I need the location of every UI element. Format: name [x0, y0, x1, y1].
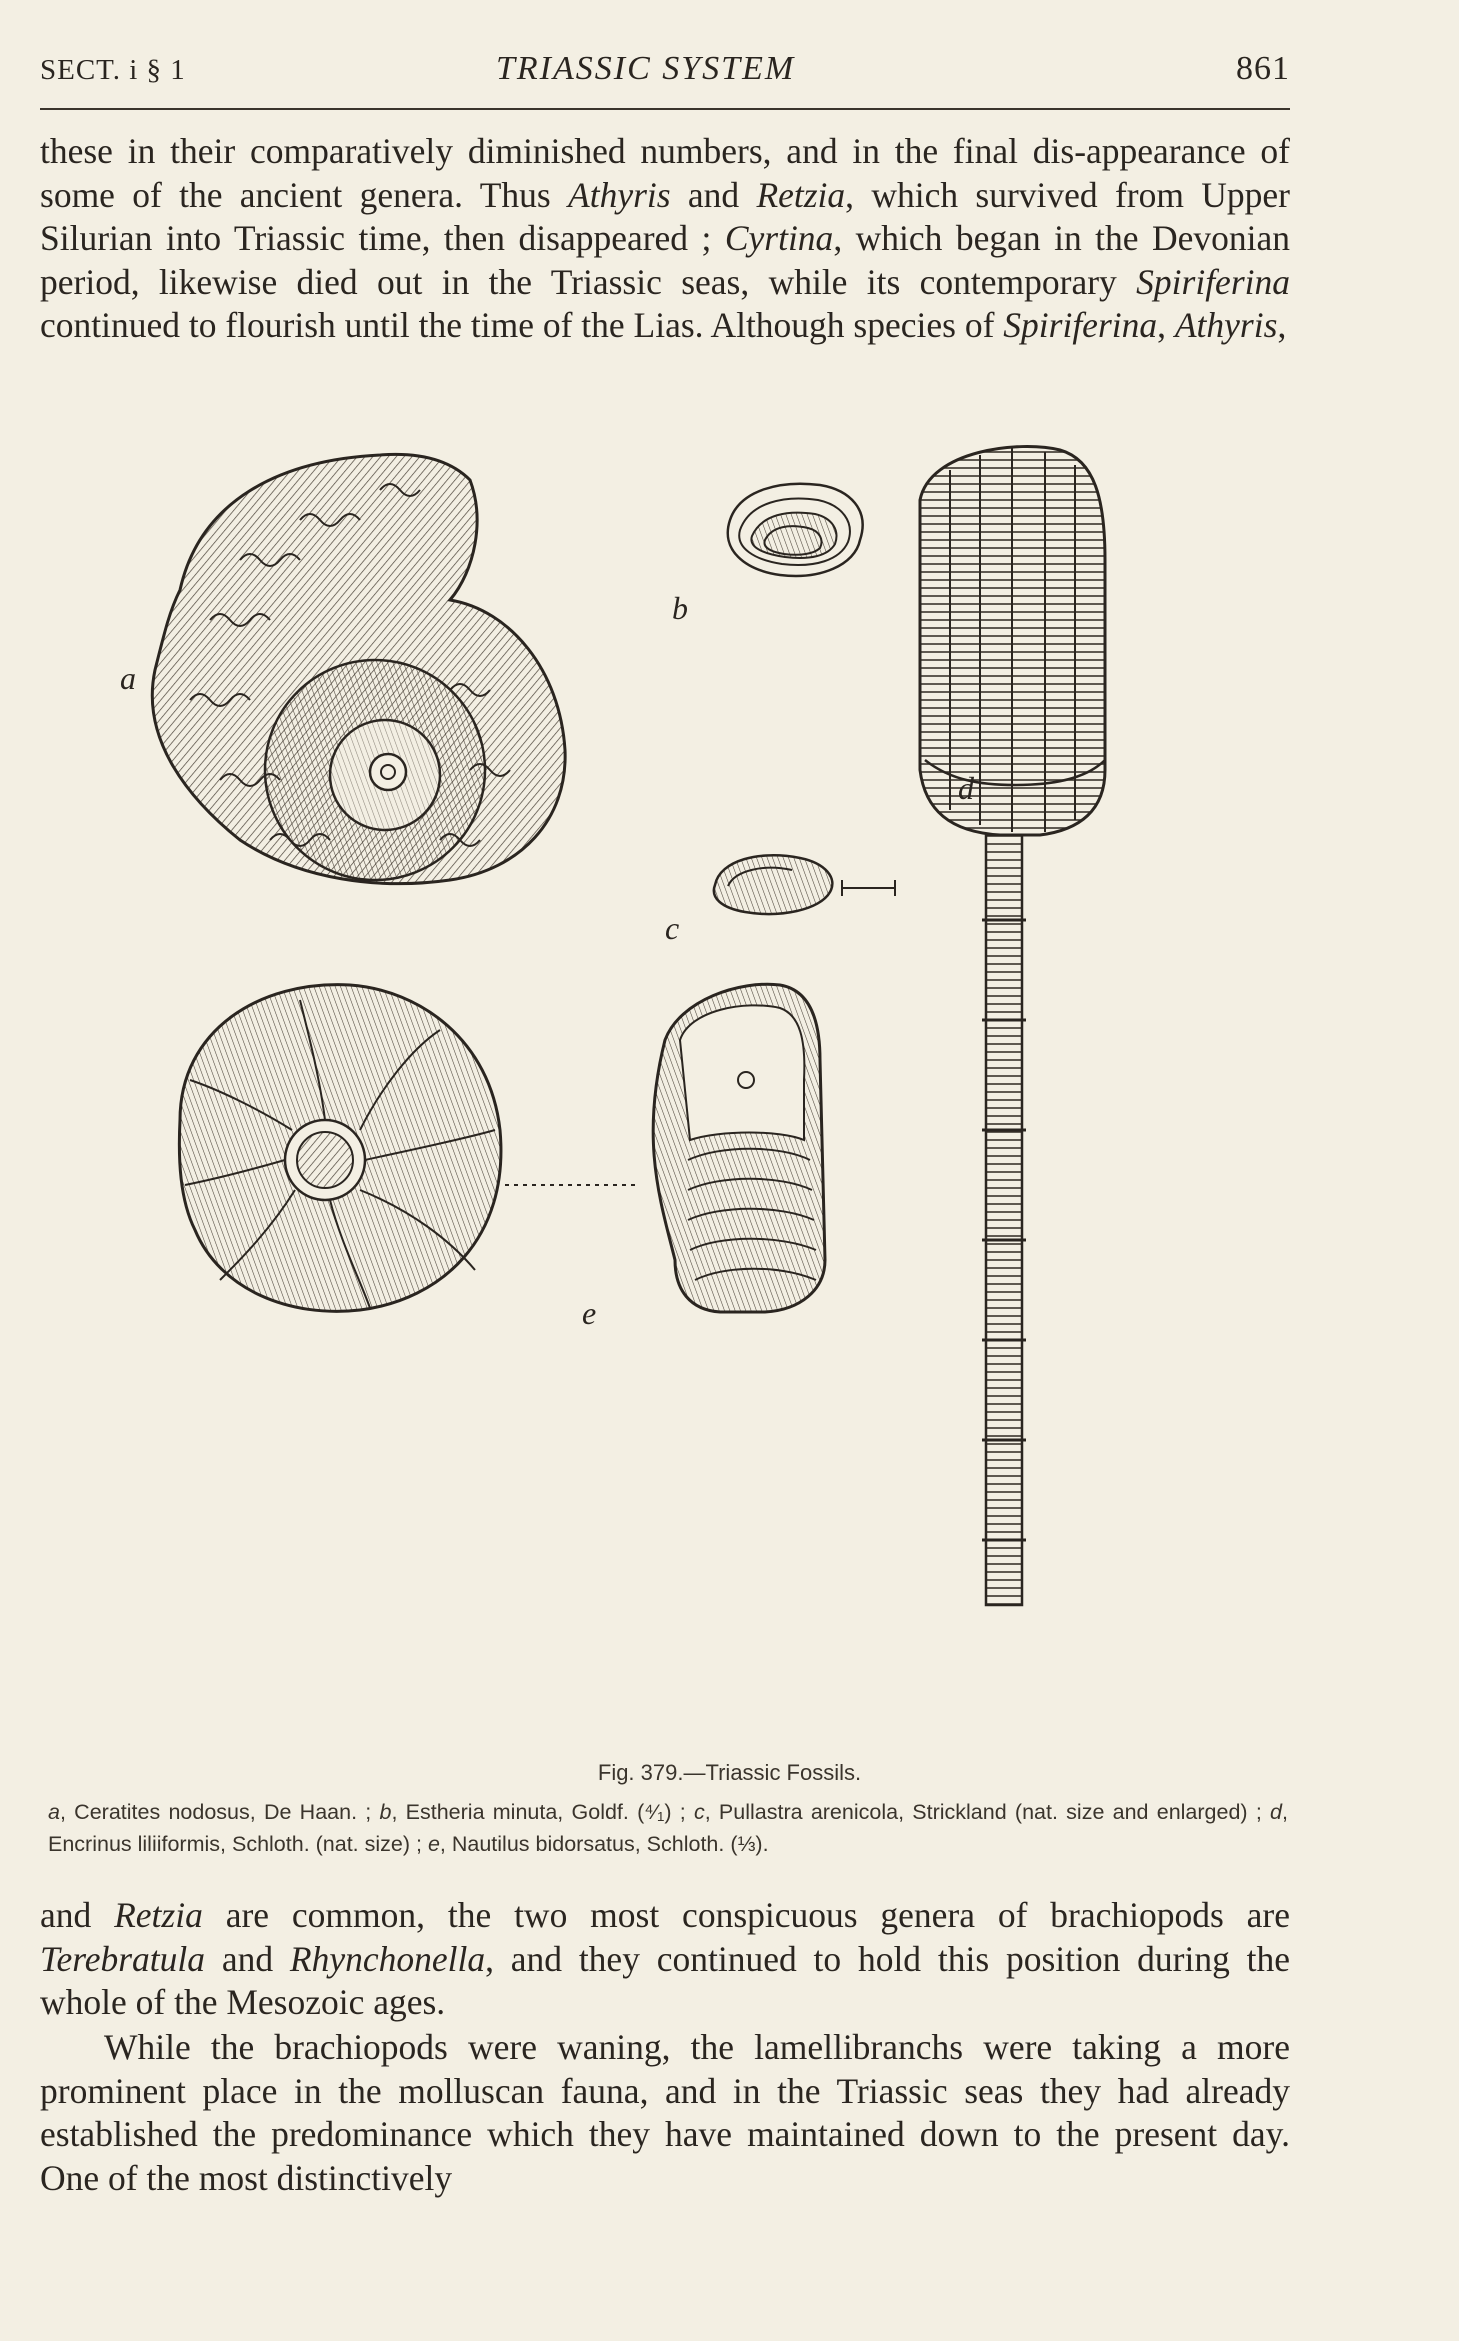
fossil-illustration — [120, 440, 1200, 1740]
text-run: , — [1157, 305, 1175, 345]
caption-letter: c — [693, 1800, 705, 1824]
figure-label-b: b — [672, 590, 688, 626]
header-rule — [40, 108, 1290, 110]
figure-label-a: a — [120, 660, 136, 696]
caption-letter: b — [379, 1800, 392, 1824]
figure-label-e: e — [582, 1295, 597, 1331]
genus-name: Terebratula — [40, 1938, 206, 1979]
page-number: 861 — [1236, 50, 1290, 87]
text-run: and — [205, 1938, 290, 1979]
text-run: continued to flourish until the time of the Lias. Although species of — [40, 305, 1004, 345]
caption-letter: d — [1270, 1800, 1283, 1824]
caption-run: , Ceratites nodosus, De Haan. ; — [59, 1800, 380, 1824]
genus-name: Spiriferina — [1003, 305, 1158, 345]
paragraph-2 — [40, 1894, 1290, 2025]
caption-run: , Encrinus liliiformis, Schloth. (nat. size) ; — [48, 1800, 1288, 1856]
nautilus-front-view — [653, 984, 825, 1312]
figure-caption-title: Fig. 379.—Triassic Fossils. — [597, 1760, 862, 1785]
section-marker: SECT. i § 1 — [40, 54, 186, 86]
caption-letter: a — [48, 1800, 60, 1824]
nautilus-side-view — [179, 985, 640, 1312]
text-run: these in their comparatively diminished numbers, and in the final dis-appearance of some of the ancient genera. Thus — [40, 131, 1290, 215]
caption-run: , Nautilus bidorsatus, Schloth. (⅓). — [439, 1832, 769, 1856]
running-head — [40, 48, 1290, 96]
text-run: , and they continued to hold this position during the whole of the Mesozoic ages. — [40, 1938, 1290, 2022]
caption-run: , Estheria minuta, Goldf. (⁴⁄₁) ; — [391, 1800, 694, 1824]
genus-name: Retzia — [756, 174, 846, 215]
caption-letter: e — [427, 1832, 440, 1856]
paragraph-1 — [40, 130, 1290, 348]
text-run: , which survived from Upper Silurian into Triassic time, then disappeared ; — [40, 174, 1290, 258]
genus-name: Rhynchonella — [289, 1938, 486, 1979]
ceratites-fossil — [152, 454, 565, 883]
genus-name: Spiriferina — [1136, 261, 1290, 302]
genus-name: Cyrtina — [724, 218, 834, 258]
figure-379 — [120, 440, 1200, 1740]
text-run: , — [1277, 305, 1287, 345]
genus-name: Retzia — [114, 1895, 203, 1935]
text-run: and — [670, 174, 757, 215]
text-run: are common, the two most conspicuous genera of brachiopods are — [202, 1895, 1290, 1935]
text-run: , which began in the Devonian period, likewise died out in the Triassic seas, while its contemporary — [40, 218, 1291, 302]
paragraph-3: While the brachiopods were waning, the lamellibranchs were taking a more prominent place in the molluscan fauna, and in the Triassic seas they had already established the predominance which they have maintained down to the present day. One of the most distinctively — [40, 2027, 1290, 2198]
figure-label-c: c — [665, 910, 680, 946]
figure-label-d: d — [958, 770, 974, 806]
estheria-fossil — [728, 484, 863, 576]
figure-caption — [48, 1796, 1288, 1860]
encrinus-fossil — [920, 447, 1105, 1605]
caption-run: , Pullastra arenicola, Strickland (nat. size and enlarged) ; — [704, 1800, 1271, 1824]
pullastra-fossil — [714, 855, 895, 914]
genus-name: Athyris — [568, 174, 671, 215]
running-title: TRIASSIC SYSTEM — [496, 50, 796, 87]
genus-name: Athyris — [1174, 305, 1278, 345]
text-run: and — [40, 1895, 115, 1935]
